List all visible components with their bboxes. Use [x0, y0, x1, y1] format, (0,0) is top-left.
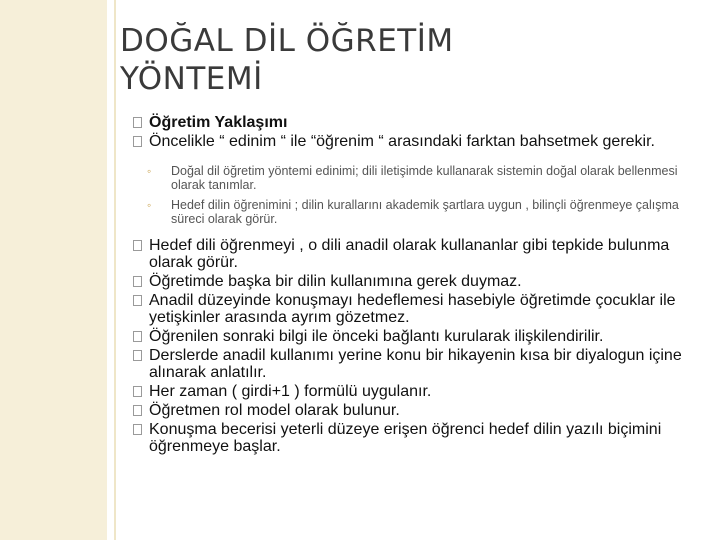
- slide-content: [133, 114, 693, 455]
- bullet-box-icon: [133, 240, 142, 251]
- bullet-item: [133, 237, 693, 271]
- slide-title-line-2: YÖNTEMİ: [120, 61, 263, 97]
- bullet-item: [133, 383, 693, 400]
- bullet-text: Öncelikle “ edinim “ ile “öğrenim “ arasındaki farktan bahsetmek gerekir.: [149, 133, 655, 150]
- bullet-text: Öğretimde başka bir dilin kullanımına gerek duymaz.: [149, 273, 522, 290]
- bullet-item: [133, 292, 693, 326]
- bullet-box-icon: [133, 117, 142, 128]
- bullet-text: Hedef dili öğrenmeyi , o dili anadil olarak kullananlar gibi tepkide bulunma olarak görür.: [149, 237, 670, 271]
- bullet-item: [133, 114, 693, 131]
- bullet-item: [133, 421, 693, 455]
- sub-bullet-circle-icon: ◦: [147, 164, 152, 178]
- bullet-item: [133, 133, 693, 150]
- bullet-box-icon: [133, 405, 142, 416]
- slide-title-line-1: DOĞAL DİL ÖĞRETİM: [120, 23, 454, 59]
- decorative-side-band: [0, 0, 107, 540]
- bullet-box-icon: [133, 386, 142, 397]
- decorative-divider-line: [114, 0, 116, 540]
- bullet-box-icon: [133, 350, 142, 361]
- slide-title: [120, 22, 700, 98]
- bullet-text: Öğretmen rol model olarak bulunur.: [149, 402, 400, 419]
- bullet-text: Öğrenilen sonraki bilgi ile önceki bağlantı kurularak ilişkilendirilir.: [149, 328, 604, 345]
- bullet-text: Öğretim Yaklaşımı: [149, 114, 288, 131]
- bullet-box-icon: [133, 295, 142, 306]
- bullet-text: Derslerde anadil kullanımı yerine konu bir hikayenin kısa bir diyalogun içine alınarak anlatılır.: [149, 347, 682, 381]
- bullet-text: Anadil düzeyinde konuşmayı hedeflemesi hasebiyle öğretimde çocuklar ile yetişkinler arasında ayrım gözetmez.: [149, 292, 676, 326]
- sub-bullet-text: Hedef dilin öğrenimini ; dilin kurallarını akademik şartlara uygun , bilinçli öğrenmeye çalışma süreci olarak görür.: [171, 198, 679, 226]
- bullet-item: [133, 273, 693, 290]
- sub-bullet-text: Doğal dil öğretim yöntemi edinimi; dili iletişimde kullanarak sistemin doğal olarak bellenmesi olarak tanımlar.: [171, 164, 678, 192]
- bullet-box-icon: [133, 276, 142, 287]
- sub-bullet-item: [133, 198, 693, 226]
- bullet-text: Her zaman ( girdi+1 ) formülü uygulanır.: [149, 383, 432, 400]
- bullet-box-icon: [133, 331, 142, 342]
- bullet-item: [133, 328, 693, 345]
- bullet-item: [133, 402, 693, 419]
- bullet-box-icon: [133, 424, 142, 435]
- sub-bullet-circle-icon: ◦: [147, 198, 152, 212]
- bullet-text: Konuşma becerisi yeterli düzeye erişen öğrenci hedef dilin yazılı biçimini öğrenmeye başlar.: [149, 421, 662, 455]
- bullet-box-icon: [133, 136, 142, 147]
- sub-bullet-item: [133, 164, 693, 192]
- bullet-item: [133, 347, 693, 381]
